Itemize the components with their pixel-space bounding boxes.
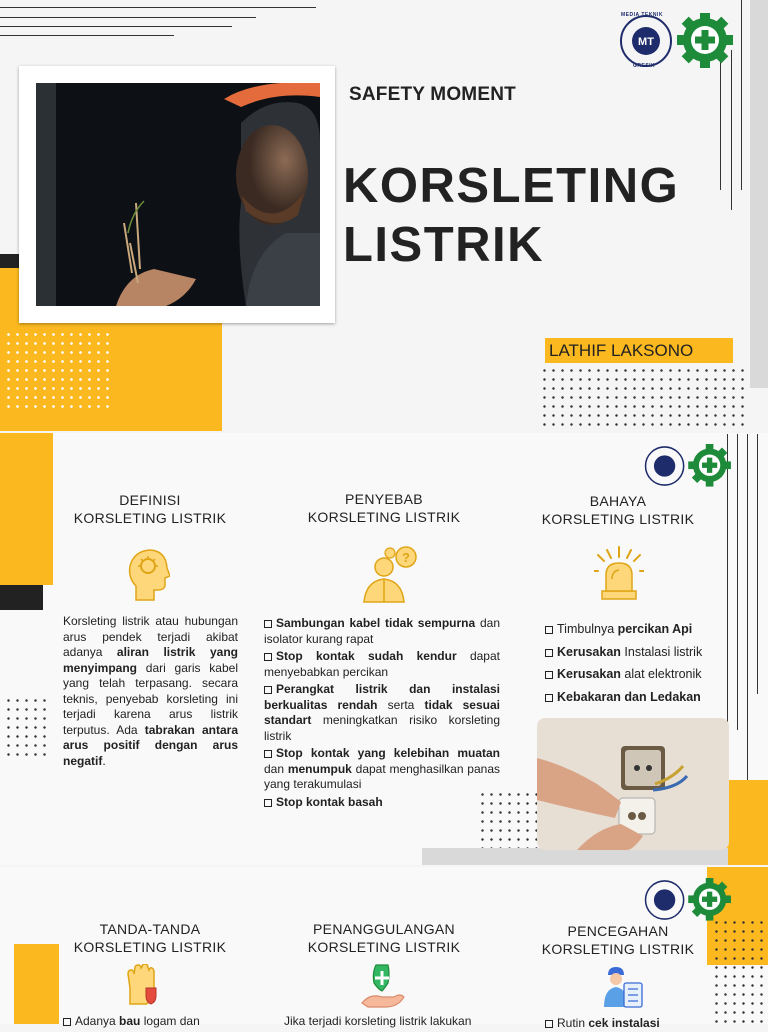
bahaya-item-1: [545, 622, 720, 638]
pencegahan-text-part-1: Rutin: [557, 1016, 589, 1030]
penyebab-item-2: [264, 649, 500, 680]
socket-photo: [537, 718, 729, 850]
panel-line-2: [737, 434, 738, 730]
penyebab-item-4-text-1: dan: [264, 761, 288, 776]
definisi-heading-line-1: DEFINISI: [119, 492, 181, 508]
penyebab-item-1-bold: Sambungan kabel tidak sempurna: [276, 616, 476, 630]
svg-text:?: ?: [402, 550, 410, 565]
tanda-text-bold-1: bau: [119, 1014, 141, 1028]
dark-block-left-mid: [0, 585, 43, 610]
dark-block-top: [0, 254, 20, 268]
bahaya-heading-line-2: KORSLETING LISTRIK: [541, 511, 695, 527]
definisi-text-part-1: Korsleting listrik atau hubungan arus pendek terjadi akibat adanya: [63, 614, 238, 659]
definisi-text: [63, 614, 238, 769]
top-line-3: [0, 26, 232, 27]
checkbox-icon: [545, 626, 553, 634]
definisi-heading-line-2: KORSLETING LISTRIK: [73, 510, 227, 526]
person-question-icon: [360, 545, 420, 603]
logo-center-text: MT: [638, 36, 654, 48]
logo-ring-bottom-text: GRESIK: [633, 63, 656, 69]
checkbox-icon: [264, 686, 272, 694]
bahaya-item-1-text: Timbulnya: [557, 622, 618, 636]
definisi-text-part-3: .: [102, 753, 106, 768]
right-line-2: [731, 50, 732, 210]
penyebab-item-3-bold-1: Perangkat listrik dan instalasi berkualitas rendah: [264, 682, 500, 712]
checkbox-icon: [264, 799, 272, 807]
bahaya-item-2-bold: Kerusakan: [557, 644, 621, 659]
penyebab-item-1: [264, 616, 500, 647]
grey-bar-bottom-mid: [422, 848, 728, 865]
definisi-heading: [60, 491, 240, 527]
pencegahan-text-bold-1: cek instalasi: [588, 1016, 660, 1030]
right-grey-strip: [750, 0, 768, 388]
pencegahan-heading-line-2: KORSLETING LISTRIK: [541, 941, 695, 957]
checkbox-icon: [545, 694, 553, 702]
penanggulangan-heading: [290, 920, 478, 956]
dot-pattern-top-right: [540, 366, 750, 428]
penyebab-item-4-text-2: dapat menghasilkan panas yang terakumulasi: [264, 761, 500, 791]
pencegahan-heading-line-1: PENCEGAHAN: [567, 923, 669, 939]
penyebab-item-3-text-1: serta: [377, 697, 425, 712]
penyebab-item-4-bold-2: menumpuk: [287, 761, 352, 776]
checkbox-icon: [264, 653, 272, 661]
penyebab-item-5-bold: Stop kontak basah: [276, 794, 383, 809]
right-line-1: [720, 60, 721, 190]
top-line-2: [0, 17, 256, 18]
penyebab-item-3-text-2: meningkatkan risiko korsleting listrik: [264, 713, 500, 743]
bahaya-heading-line-1: BAHAYA: [589, 493, 647, 509]
tanda-heading: [60, 920, 240, 956]
bahaya-item-4-bold: Kebakaran dan Ledakan: [557, 689, 701, 704]
penyebab-heading-line-1: PENYEBAB: [345, 491, 423, 507]
bahaya-item-3: [545, 667, 720, 683]
bahaya-heading: [524, 492, 712, 528]
penyebab-item-3-bold-2: tidak sesuai standart: [264, 697, 500, 727]
kicker: SAFETY MOMENT: [349, 84, 516, 105]
penanggulangan-heading-line-1: PENANGGULANGAN: [313, 921, 455, 937]
definisi-text-part-2: dari garis kabel yang telah terpasang. secara teknis, penyebab korsleting ini terjadi karena arus listrik terputus. Ada: [63, 660, 238, 737]
checkbox-icon: [545, 1020, 553, 1028]
yellow-block-left-mid: [0, 433, 53, 585]
panel-line-3: [747, 434, 748, 780]
author-name: LATHIF LAKSONO: [549, 341, 694, 360]
dot-pattern-top-left: [4, 330, 114, 412]
panel-line-4: [757, 434, 758, 694]
tanda-heading-line-1: TANDA-TANDA: [99, 921, 201, 937]
checkbox-icon: [545, 671, 553, 679]
hand-stop-icon: [124, 964, 160, 1006]
checkbox-icon: [264, 620, 272, 628]
bahaya-item-3-bold: Kerusakan: [557, 667, 621, 681]
logo-ring-top-text: MEDIA TEKNIK: [621, 12, 663, 18]
penyebab-item-3: [264, 682, 500, 744]
worker-checklist-icon: [602, 965, 646, 1009]
bahaya-item-1-bold: percikan Api: [617, 622, 693, 636]
penyebab-item-1-text: dan isolator kurang rapat: [264, 616, 501, 646]
dot-pattern-right-bottom: [712, 918, 768, 1024]
bahaya-item-2: [545, 645, 720, 661]
checkbox-icon: [63, 1018, 71, 1026]
right-line-3: [741, 0, 742, 190]
dot-pattern-left-mid: [4, 696, 48, 760]
penyebab-item-2-bold: Stop kontak sudah kendur: [276, 649, 457, 663]
definisi-text-bold-1: aliran listrik yang menyimpang: [63, 645, 238, 675]
bahaya-item-2-text: Instalasi listrik: [620, 644, 703, 659]
penyebab-item-4-bold-1: Stop kontak yang kelebihan muatan: [276, 746, 500, 760]
tanda-text-part-1: Adanya: [75, 1014, 120, 1028]
hero-photo-frame: [19, 66, 335, 323]
penyebab-heading: [290, 490, 478, 526]
tanda-text-part-2: logam dan: [140, 1014, 200, 1028]
checkbox-icon: [264, 750, 272, 758]
penyebab-list: [264, 616, 500, 812]
top-line-1: [0, 7, 316, 8]
company-logo: [619, 13, 737, 69]
hero-photo: [36, 83, 320, 306]
penyebab-item-4: [264, 746, 500, 793]
penyebab-item-5: [264, 795, 500, 811]
tanda-heading-line-2: KORSLETING LISTRIK: [73, 939, 227, 955]
penyebab-heading-line-2: KORSLETING LISTRIK: [307, 509, 461, 525]
bahaya-item-3-text: alat elektronik: [620, 667, 702, 681]
title-line-2: LISTRIK: [343, 218, 545, 272]
penanggulangan-text-part-1: Jika terjadi korsleting listrik lakukan: [284, 1014, 472, 1028]
bahaya-item-4: [545, 690, 720, 706]
top-line-4: [0, 35, 174, 36]
head-idea-icon: [126, 548, 170, 602]
hand-shield-icon: [360, 963, 406, 1009]
checkbox-icon: [545, 649, 553, 657]
company-logo-small: [644, 444, 734, 488]
tanda-text: [63, 1014, 238, 1030]
penanggulangan-text: [284, 1014, 504, 1030]
company-logo-small-2: [644, 878, 734, 922]
definisi-text-bold-2: tabrakan antara arus positif dengan arus negatif: [63, 722, 238, 768]
siren-icon: [594, 543, 644, 603]
yellow-block-left-bottom: [14, 944, 59, 1024]
author-badge: [545, 338, 733, 363]
penanggulangan-heading-line-2: KORSLETING LISTRIK: [307, 939, 461, 955]
bahaya-list: [545, 622, 720, 705]
title-line-1: KORSLETING: [343, 159, 680, 213]
pencegahan-heading: [524, 922, 712, 958]
penyebab-item-2-text: dapat menyebabkan percikan: [264, 649, 500, 679]
